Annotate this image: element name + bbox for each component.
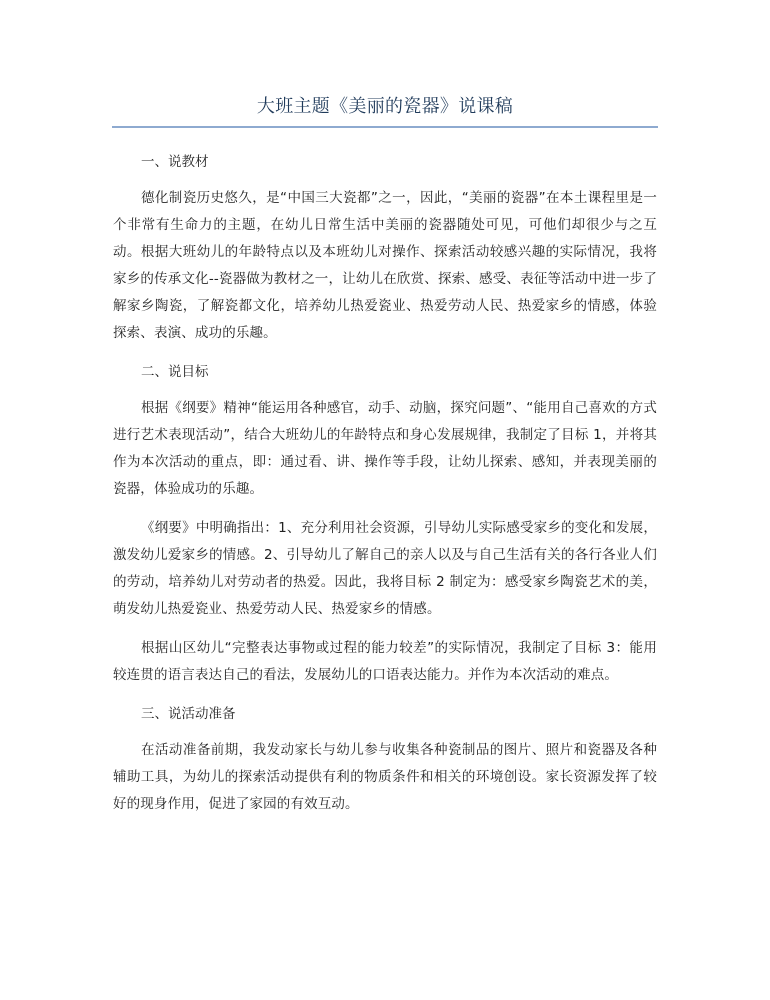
section-activity-preparation	[113, 701, 657, 818]
document-body	[113, 145, 657, 830]
section-objectives	[113, 359, 657, 689]
section-heading: 三、说活动准备	[141, 706, 236, 722]
paragraph: 德化制瓷历史悠久，是“中国三大瓷都”之一，因此，“美丽的瓷器”在本土课程里是一个非常有生命力的主题，在幼儿日常生活中美丽的瓷器随处可见，可他们却很少与之互动。根据大班幼儿的年龄特点以及本班幼儿对操作、探索活动较感兴趣的实际情况，我将家乡的传承文化--瓷器做为教材之一，让幼儿在欣赏、探索、感受、表征等活动中进一步了解家乡陶瓷，了解瓷都文化，培养幼儿热爱瓷业、热爱劳动人民、热爱家乡的情感，体验探索、表演、成功的乐趣。	[113, 190, 657, 341]
paragraph: 根据山区幼儿“完整表达事物或过程的能力较差”的实际情况，我制定了目标 3：能用较连贯的语言表达自己的看法，发展幼儿的口语表达能力。并作为本次活动的难点。	[113, 640, 657, 683]
title-underline-divider	[112, 126, 658, 128]
section-heading: 一、说教材	[141, 154, 209, 170]
document-title: 大班主题《美丽的瓷器》说课稿	[256, 96, 514, 117]
paragraph: 根据《纲要》精神“能运用各种感官，动手、动脑，探究问题”、“能用自己喜欢的方式进行艺术表现活动”，结合大班幼儿的年龄特点和身心发展规律，我制定了目标 1，并将其作为本次活动的重点，即：通过看、讲、操作等手段，让幼儿探索、感知，并表现美丽的瓷器，体验成功的乐趣。	[113, 400, 657, 497]
section-heading: 二、说目标	[141, 364, 209, 380]
paragraph: 在活动准备前期，我发动家长与幼儿参与收集各种瓷制品的图片、照片和瓷器及各种辅助工具，为幼儿的探索活动提供有利的物质条件和相关的环境创设。家长资源发挥了较好的现身作用，促进了家园的有效互动。	[113, 742, 657, 812]
section-teaching-material	[113, 149, 657, 347]
paragraph: 《纲要》中明确指出：1、充分利用社会资源，引导幼儿实际感受家乡的变化和发展，激发幼儿爱家乡的情感。2、引导幼儿了解自己的亲人以及与自己生活有关的各行各业人们的劳动，培养幼儿对劳动者的热爱。因此，我将目标 2 制定为：感受家乡陶瓷艺术的美，萌发幼儿热爱瓷业、热爱劳动人民、热爱家乡的情感。	[113, 520, 657, 617]
